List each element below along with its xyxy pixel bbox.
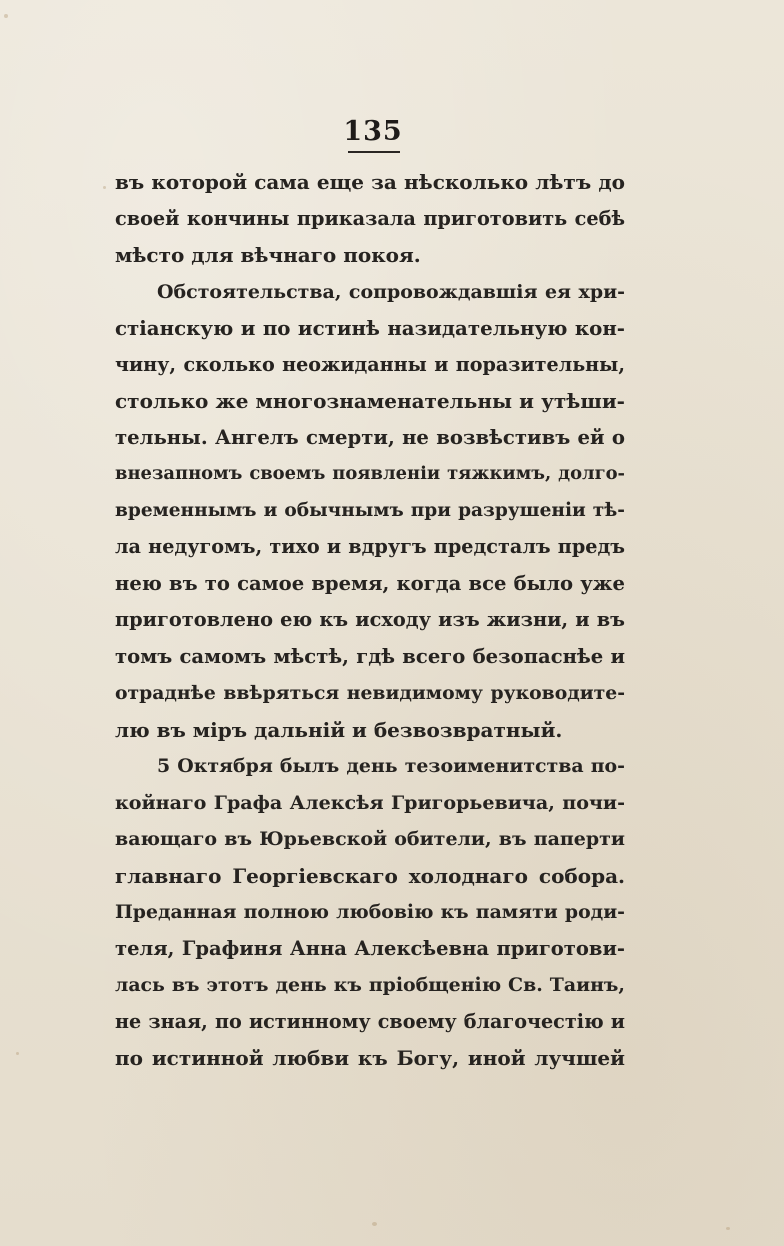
text-line: нею въ то самое время, когда все было уже xyxy=(115,571,625,595)
text-line: стіанскую и по истинѣ назидательную кон- xyxy=(115,316,625,340)
text-line: главнаго Георгіевскаго холоднаго собора. xyxy=(115,863,625,888)
text-line: теля, Графиня Анна Алексѣевна приготови- xyxy=(115,936,625,960)
text-line: не зная, по истинному своему благочестію и xyxy=(115,1009,625,1033)
text-line: мѣсто для вѣчнаго покоя. xyxy=(115,243,421,267)
text-line: лась въ этотъ день къ пріобщенію Св. Таинъ, xyxy=(115,974,625,996)
text-line: лю въ міръ дальній и безвозвратный. xyxy=(115,717,563,742)
paper-speck xyxy=(103,186,106,189)
paper-speck xyxy=(4,14,8,18)
text-line: Обстоятельства, сопровождавшія ея хри- xyxy=(157,280,625,303)
text-line: внезапномъ своемъ появленіи тяжкимъ, долго- xyxy=(115,463,625,484)
text-line: отраднѣе ввѣряться невидимому руководите- xyxy=(115,682,625,704)
paper-speck xyxy=(372,1222,377,1226)
text-line: вающаго въ Юрьевской обители, въ паперти xyxy=(115,828,625,850)
text-line: приготовлено ею къ исходу изъ жизни, и въ xyxy=(115,608,625,631)
paper-speck xyxy=(16,1052,19,1055)
text-line: Преданная полною любовію къ памяти роди- xyxy=(115,901,625,923)
paper-speck xyxy=(726,1227,730,1230)
text-line: койнаго Графа Алексѣя Григорьевича, почи- xyxy=(115,790,625,814)
text-line: своей кончины приказала приготовить себѣ xyxy=(115,206,625,230)
text-line: томъ самомъ мѣстѣ, гдѣ всего безопаснѣе и xyxy=(115,644,625,668)
text-line: въ которой сама еще за нѣсколько лѣтъ до xyxy=(115,170,625,194)
text-line: тельны. Ангелъ смерти, не возвѣстивъ ей о xyxy=(115,425,625,449)
body-text xyxy=(115,164,625,1077)
text-line: временнымъ и обычнымъ при разрушеніи тѣ- xyxy=(115,499,625,521)
text-line: столько же многознаменательны и утѣши- xyxy=(115,389,625,413)
page-number: 135 xyxy=(343,116,403,147)
text-line: 5 Октября былъ день тезоименитства по- xyxy=(157,755,625,777)
page-number-rule xyxy=(348,151,400,153)
text-line: по истинной любви къ Богу, иной лучшей xyxy=(115,1046,625,1070)
text-line: ла недугомъ, тихо и вдругъ предсталъ предъ xyxy=(115,535,625,558)
text-line: чину, сколько неожиданны и поразительны, xyxy=(115,352,625,376)
